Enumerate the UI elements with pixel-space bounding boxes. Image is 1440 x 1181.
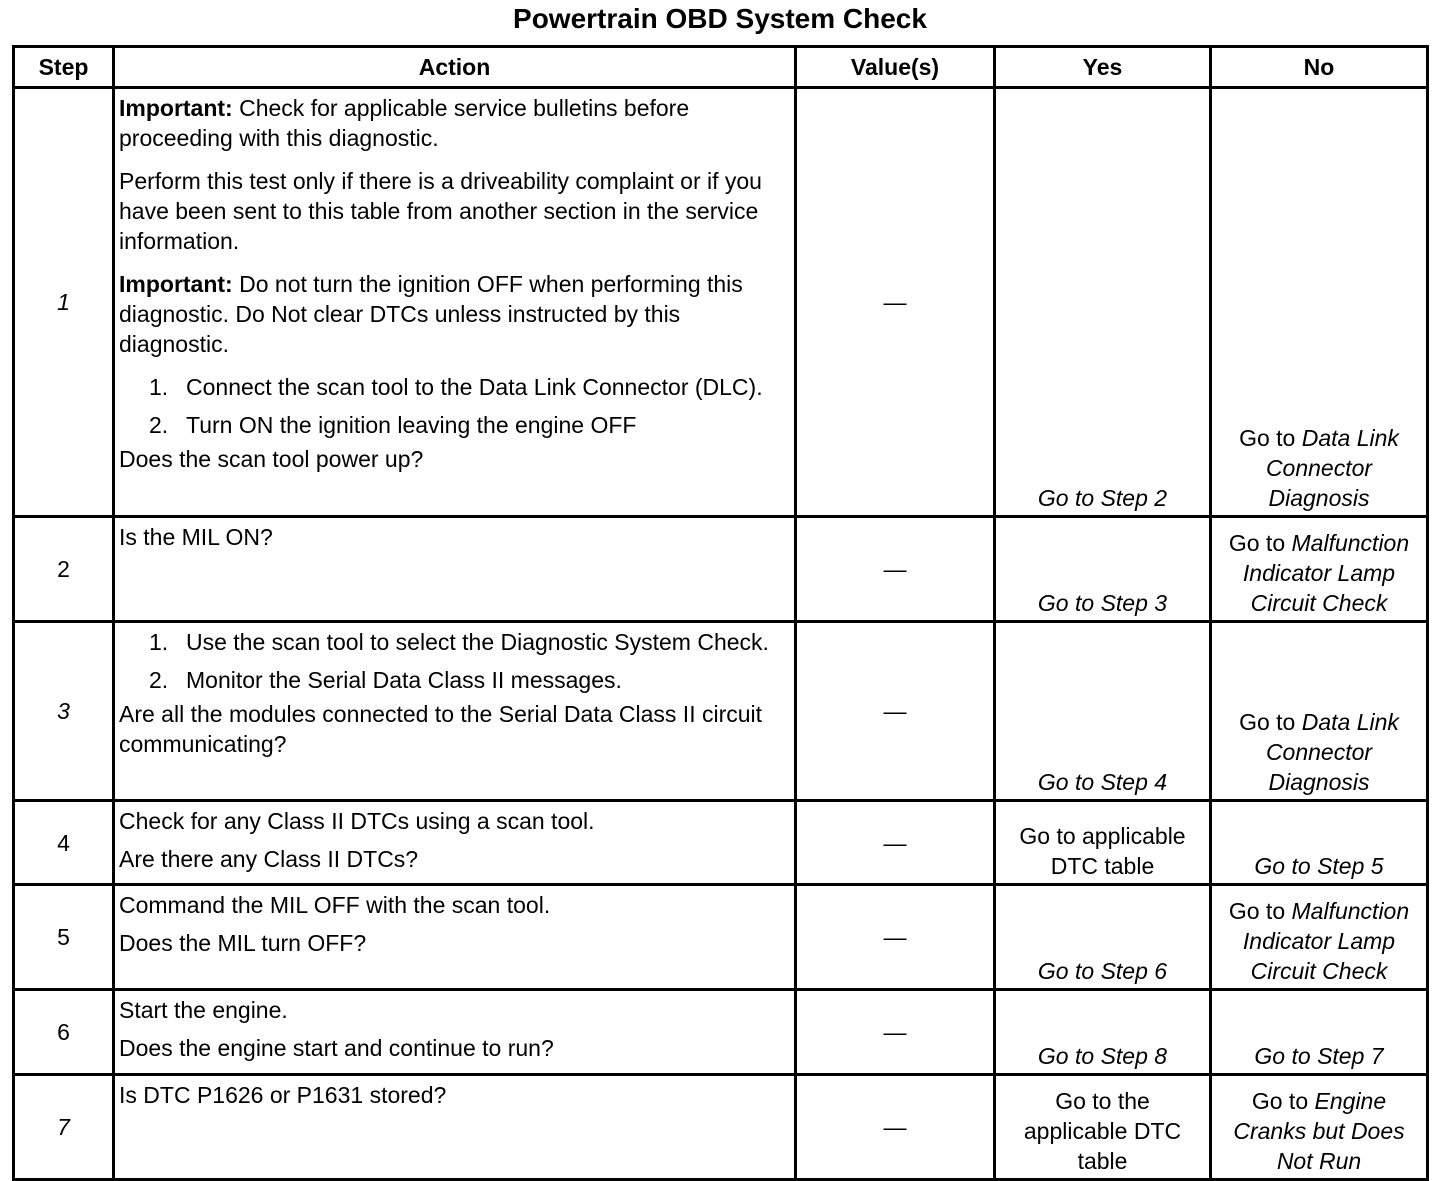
no-cell (1211, 1075, 1428, 1180)
list-text: Connect the scan tool to the Data Link Connector (DLC). (186, 374, 763, 400)
action-instruction: Start the engine. (119, 997, 288, 1023)
table-row (14, 88, 1428, 517)
no-cell: Go to Step 5 (1211, 801, 1428, 885)
list-text: Use the scan tool to select the Diagnostic System Check. (186, 629, 769, 655)
action-cell (114, 885, 796, 990)
action-cell (114, 1075, 796, 1180)
action-cell (114, 622, 796, 801)
value-dash: — (883, 924, 907, 950)
action-instruction: Check for any Class II DTCs using a scan tool. (119, 808, 595, 834)
important-note (119, 93, 784, 153)
action-instruction: Command the MIL OFF with the scan tool. (119, 892, 551, 918)
table-row (14, 1075, 1428, 1180)
no-reference: Engine Cranks but Does Not Run (1233, 1088, 1405, 1174)
important-text: Check for applicable service bulletins before proceeding with this diagnostic. (119, 95, 690, 151)
yes-cell: Go to Step 3 (995, 517, 1211, 622)
step-number: 6 (14, 990, 114, 1075)
header-action: Action (114, 47, 796, 88)
action-cell (114, 990, 796, 1075)
action-question: Are all the modules connected to the Serial Data Class II circuit communicating? (119, 701, 763, 757)
step-number: 2 (14, 517, 114, 622)
value-cell (796, 885, 995, 990)
header-values: Value(s) (796, 47, 995, 88)
value-dash: — (883, 556, 907, 582)
value-cell (796, 88, 995, 517)
table-row (14, 517, 1428, 622)
value-cell (796, 517, 995, 622)
table-row (14, 622, 1428, 801)
value-cell (796, 622, 995, 801)
list-number: 1. (149, 374, 169, 400)
action-cell (114, 517, 796, 622)
no-reference: Malfunction Indicator Lamp Circuit Check (1242, 530, 1410, 616)
yes-cell: Go to Step 8 (995, 990, 1211, 1075)
step-number: 3 (14, 622, 114, 801)
no-cell: Go to Step 7 (1211, 990, 1428, 1075)
step-number: 5 (14, 885, 114, 990)
value-cell (796, 801, 995, 885)
action-steps-list (119, 372, 784, 440)
yes-cell: Go to Step 4 (995, 622, 1211, 801)
header-step: Step (14, 47, 114, 88)
no-cell (1211, 517, 1428, 622)
obd-check-table (12, 45, 1429, 1181)
no-cell (1211, 885, 1428, 990)
action-question: Does the engine start and continue to run? (119, 1035, 554, 1061)
no-cell (1211, 88, 1428, 517)
no-reference: Data Link Connector Diagnosis (1265, 425, 1399, 511)
no-reference: Malfunction Indicator Lamp Circuit Check (1242, 898, 1410, 984)
list-number: 2. (149, 667, 169, 693)
step-number: 1 (14, 88, 114, 517)
action-steps-list (119, 627, 784, 695)
value-dash: — (883, 1114, 907, 1140)
list-number: 2. (149, 412, 169, 438)
value-dash: — (883, 698, 907, 724)
list-text: Turn ON the ignition leaving the engine OFF (186, 412, 637, 438)
list-text: Monitor the Serial Data Class II messages. (186, 667, 622, 693)
value-cell (796, 990, 995, 1075)
action-question: Does the MIL turn OFF? (119, 930, 367, 956)
important-label: Important: (119, 271, 233, 297)
no-reference: Data Link Connector Diagnosis (1265, 709, 1399, 795)
list-item (119, 627, 784, 657)
table-row (14, 801, 1428, 885)
header-no: No (1211, 47, 1428, 88)
no-prefix: Go to (1239, 709, 1302, 735)
table-row (14, 990, 1428, 1075)
no-prefix: Go to (1228, 530, 1292, 556)
yes-cell: Go to the applicable DTC table (995, 1075, 1211, 1180)
yes-cell: Go to Step 2 (995, 88, 1211, 517)
important-note (119, 269, 784, 359)
action-question: Is the MIL ON? (119, 524, 273, 550)
page-title: Powertrain OBD System Check (513, 3, 927, 34)
list-item (119, 410, 784, 440)
value-dash: — (883, 289, 907, 315)
header-row (14, 47, 1428, 88)
table-row (14, 885, 1428, 990)
important-label: Important: (119, 95, 233, 121)
step-number: 4 (14, 801, 114, 885)
no-prefix: Go to (1251, 1088, 1315, 1114)
action-question: Are there any Class II DTCs? (119, 846, 419, 872)
action-cell (114, 88, 796, 517)
no-prefix: Go to (1228, 898, 1292, 924)
value-dash: — (883, 1019, 907, 1045)
value-dash: — (883, 829, 907, 856)
action-cell (114, 801, 796, 885)
no-cell (1211, 622, 1428, 801)
yes-cell: Go to applicable DTC table (995, 801, 1211, 885)
list-number: 1. (149, 629, 169, 655)
action-question: Is DTC P1626 or P1631 stored? (119, 1082, 447, 1108)
no-prefix: Go to (1239, 425, 1302, 451)
action-question: Does the scan tool power up? (119, 446, 424, 472)
action-paragraph: Perform this test only if there is a driveability complaint or if you have been sent to this table from another section in the service information. (119, 168, 762, 254)
header-yes: Yes (995, 47, 1211, 88)
step-number: 7 (14, 1075, 114, 1180)
list-item (119, 372, 784, 402)
important-text: Do not turn the ignition OFF when performing this diagnostic. Do Not clear DTCs unless instructed by this diagnostic. (119, 271, 743, 357)
yes-cell: Go to Step 6 (995, 885, 1211, 990)
value-cell (796, 1075, 995, 1180)
list-item (119, 665, 784, 695)
